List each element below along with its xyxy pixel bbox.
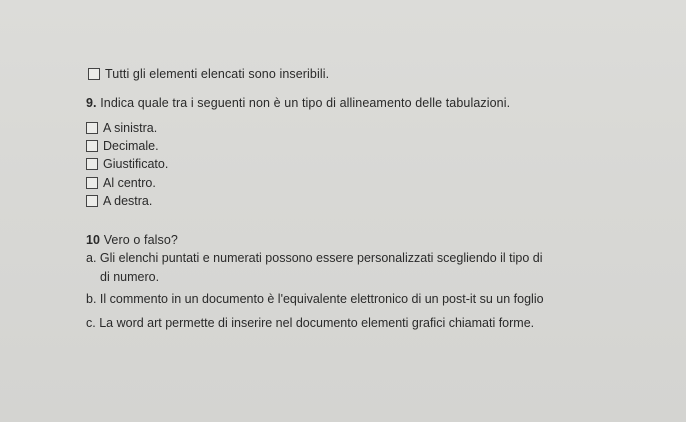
question-number: 10 [86, 233, 101, 247]
q9-option-2 [86, 139, 159, 154]
checkbox[interactable] [86, 140, 98, 152]
tf-item-b [86, 292, 544, 307]
checkbox[interactable] [86, 158, 98, 170]
option-label: Giustificato. [103, 157, 169, 171]
option-label: Al centro. [103, 176, 156, 190]
item-text: Il commento in un documento è l'equivalente elettronico di un post-it su un foglio [99, 292, 544, 306]
prev-option-row [88, 67, 329, 82]
item-letter: c. [86, 316, 96, 330]
option-label: Decimale. [103, 139, 159, 153]
option-label: A destra. [103, 194, 153, 208]
question-10-heading [86, 233, 178, 248]
tf-item-a [86, 251, 543, 266]
item-text-continuation: di numero. [100, 270, 160, 284]
q9-option-4 [86, 176, 156, 191]
q9-option-5 [86, 194, 152, 209]
tf-item-a-continuation [100, 270, 159, 285]
item-letter: a. [86, 251, 97, 265]
item-text: Gli elenchi puntati e numerati possono essere personalizzati scegliendo il tipo di [99, 251, 543, 265]
tf-item-c [86, 316, 534, 331]
option-label: Tutti gli elementi elencati sono inseribili. [105, 67, 330, 81]
checkbox[interactable] [86, 177, 98, 189]
question-title: Vero o falso? [103, 233, 178, 247]
checkbox[interactable] [88, 68, 100, 80]
question-text: Indica quale tra i seguenti non è un tipo di allineamento delle tabulazioni. [100, 96, 511, 110]
checkbox[interactable] [86, 122, 98, 134]
q9-option-1 [86, 121, 157, 136]
checkbox[interactable] [86, 195, 98, 207]
option-label: A sinistra. [103, 121, 158, 135]
item-letter: b. [86, 292, 97, 306]
question-9-heading [86, 96, 510, 111]
question-number: 9. [86, 96, 97, 110]
item-text: La word art permette di inserire nel documento elementi grafici chiamati forme. [99, 316, 535, 330]
q9-option-3 [86, 157, 168, 172]
